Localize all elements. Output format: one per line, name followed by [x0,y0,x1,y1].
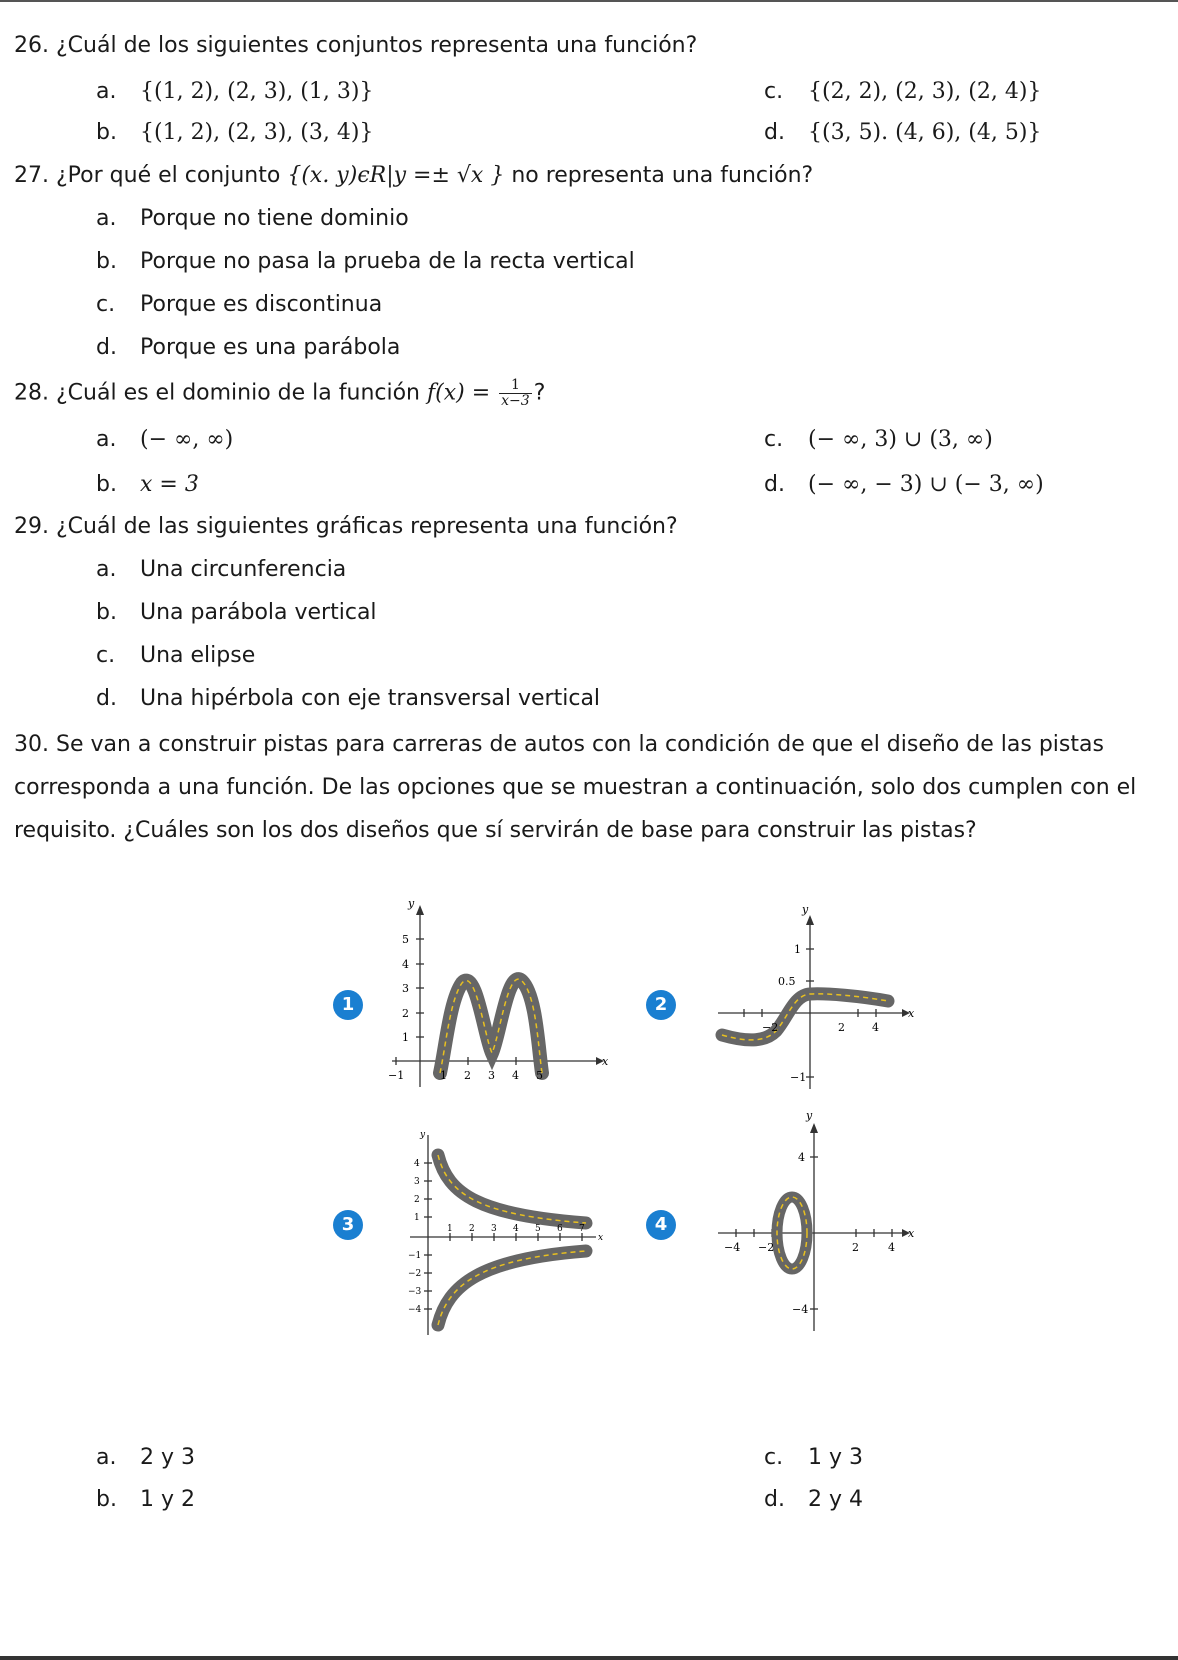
option-letter: d. [96,686,117,711]
option-text: Una elipse [140,643,256,668]
graph-2 [710,895,930,1095]
x-tick-5: 5 [535,1224,541,1234]
x-tick-1: 1 [440,1069,447,1082]
option-letter: d. [96,335,117,360]
option-letter: b. [96,1487,117,1512]
x-tick-m4: −4 [724,1241,741,1254]
question-text: ¿Cuál de las siguientes gráficas representa una función? [56,514,678,539]
option-text: Porque es una parábola [140,335,401,360]
q28-option-c[interactable] [764,425,993,455]
graph-1 [380,895,620,1095]
question-number: 29. [14,514,49,539]
q27-option-c[interactable] [96,290,382,320]
option-text: 1 y 3 [808,1445,863,1470]
option-text: Una hipérbola con eje transversal vertical [140,686,601,711]
option-letter: a. [96,427,117,452]
option-text: 2 y 4 [808,1487,863,1512]
q29-option-b[interactable] [96,598,377,628]
question-26 [14,31,697,61]
fraction-denominator: x−3 [501,393,530,409]
q27-option-a[interactable] [96,204,409,234]
fraction [499,378,532,409]
badge-2: 2 [646,990,676,1020]
x-label: x [598,1233,604,1243]
q27-option-b[interactable] [96,247,635,277]
x-tick-4: 4 [888,1241,895,1254]
y-tick-4: 4 [798,1151,805,1164]
x-tick-4: 4 [513,1224,519,1234]
option-text: (− ∞, − 3) ∪ (− 3, ∞) [808,472,1044,497]
x-tick-4: 4 [512,1069,519,1082]
question-28 [14,378,545,409]
option-text: 1 y 2 [140,1487,195,1512]
option-letter: d. [764,120,785,145]
y-tick-m1: −1 [408,1251,422,1261]
option-letter: d. [764,1487,785,1512]
question-30 [14,723,1164,852]
option-letter: a. [96,1445,117,1470]
tick-marks [396,939,540,1065]
option-text: Porque no pasa la prueba de la recta vertical [140,249,635,274]
question-text-post: no representa una función? [511,163,814,188]
option-letter: b. [96,600,117,625]
y-label: y [806,1109,813,1122]
x-tick-2: 2 [838,1021,845,1034]
option-letter: a. [96,79,117,104]
x-tick-2: 2 [469,1224,475,1234]
y-label: y [802,903,809,916]
q30-option-d[interactable] [764,1485,863,1515]
y-tick-2: 2 [402,1007,409,1020]
y-tick-3: 3 [414,1177,420,1187]
x-tick-m2: −2 [758,1241,775,1254]
option-text: {(3, 5). (4, 6), (4, 5)} [808,120,1042,145]
badge-4: 4 [646,1210,676,1240]
y-tick-m1: −1 [790,1071,807,1084]
q27-option-d[interactable] [96,333,400,363]
y-label: y [420,1130,426,1140]
x-tick-7: 7 [579,1224,585,1234]
option-text: x = 3 [140,472,199,497]
q29-option-c[interactable] [96,641,255,671]
question-number: 28. [14,380,49,406]
y-label: y [408,897,415,910]
y-tick-2: 2 [414,1195,420,1205]
option-letter: c. [764,79,784,104]
option-text: Una parábola vertical [140,600,377,625]
x-tick-m2: −2 [762,1021,779,1034]
question-text-pre: ¿Cuál es el dominio de la función [56,380,420,406]
question-number: 26. [14,33,49,58]
y-tick-4: 4 [414,1159,420,1169]
question-text: ¿Cuál de los siguientes conjuntos representa una función? [56,33,698,58]
badge-1: 1 [333,990,363,1020]
x-label: x [602,1055,609,1068]
q28-option-b[interactable] [96,470,199,500]
option-text: (− ∞, 3) ∪ (3, ∞) [808,427,993,452]
option-letter: b. [96,249,117,274]
y-tick-1: 1 [402,1031,409,1044]
set-expression: {(x. y)ϵR|y =± √x } [287,163,505,188]
y-tick-1: 1 [414,1213,420,1223]
question-27 [14,161,813,191]
y-tick-4: 4 [402,958,409,971]
bottom-border [0,1656,1178,1660]
question-29 [14,512,678,542]
question-number: 30. [14,732,49,757]
graph-4 [710,1105,930,1335]
q30-option-a[interactable] [96,1443,195,1473]
y-tick-1: 1 [794,943,801,956]
track-curve-m [440,979,542,1073]
y-tick-m2: −2 [408,1269,422,1279]
x-tick-2: 2 [852,1241,859,1254]
top-border [0,0,1178,2]
track-curve-s [722,994,888,1040]
fraction-numerator: 1 [499,378,532,394]
question-text-pre: ¿Por qué el conjunto [56,163,281,188]
y-tick-5: 5 [402,933,409,946]
question-text-post: ? [533,380,546,406]
option-text: (− ∞, ∞) [140,427,234,452]
y-tick-3: 3 [402,982,409,995]
option-letter: c. [96,643,116,668]
option-letter: c. [764,1445,784,1470]
option-text: Porque es discontinua [140,292,383,317]
x-tick-4: 4 [872,1021,879,1034]
y-tick-m4: −4 [792,1303,809,1316]
x-label: x [908,1227,915,1240]
question-text: Se van a construir pistas para carreras de autos con la condición de que el diseño de las pistas corresponda a una función. De las opciones que se muestran a continuación, solo dos cumplen con el requisito. ¿Cuáles son los dos diseños que sí servirán de base para construir las pistas? [14,732,1137,843]
option-letter: a. [96,557,117,582]
q30-option-c[interactable] [764,1443,863,1473]
x-tick-6: 6 [557,1224,563,1234]
option-letter: b. [96,472,117,497]
q26-option-d[interactable] [764,118,1041,148]
x-tick-3: 3 [491,1224,497,1234]
y-tick-m4: −4 [408,1305,422,1315]
function-expression: f(x) = [427,380,491,406]
q26-option-c[interactable] [764,77,1041,107]
x-tick-5: 5 [536,1069,543,1082]
x-tick-3: 3 [488,1069,495,1082]
x-tick-2: 2 [464,1069,471,1082]
q29-option-a[interactable] [96,555,346,585]
option-text: {(1, 2), (2, 3), (1, 3)} [140,79,374,104]
q26-option-a[interactable] [96,77,373,107]
x-tick-1: 1 [447,1224,453,1234]
q26-option-b[interactable] [96,118,373,148]
y-tick-m3: −3 [408,1287,422,1297]
option-text: 2 y 3 [140,1445,195,1470]
x-label: x [908,1007,915,1020]
option-text: {(2, 2), (2, 3), (2, 4)} [808,79,1042,104]
option-letter: a. [96,206,117,231]
option-letter: c. [96,292,116,317]
option-text: Porque no tiene dominio [140,206,409,231]
option-text: Una circunferencia [140,557,347,582]
option-text: {(1, 2), (2, 3), (3, 4)} [140,120,374,145]
q29-option-d[interactable] [96,684,600,714]
option-letter: d. [764,472,785,497]
graph-3 [400,1125,620,1340]
badge-3: 3 [333,1210,363,1240]
q28-option-a[interactable] [96,425,233,455]
x-tick-m1: −1 [388,1069,405,1082]
option-letter: b. [96,120,117,145]
y-tick-0.5: 0.5 [778,975,796,988]
q28-option-d[interactable] [764,470,1044,500]
q30-option-b[interactable] [96,1485,195,1515]
question-number: 27. [14,163,49,188]
option-letter: c. [764,427,784,452]
